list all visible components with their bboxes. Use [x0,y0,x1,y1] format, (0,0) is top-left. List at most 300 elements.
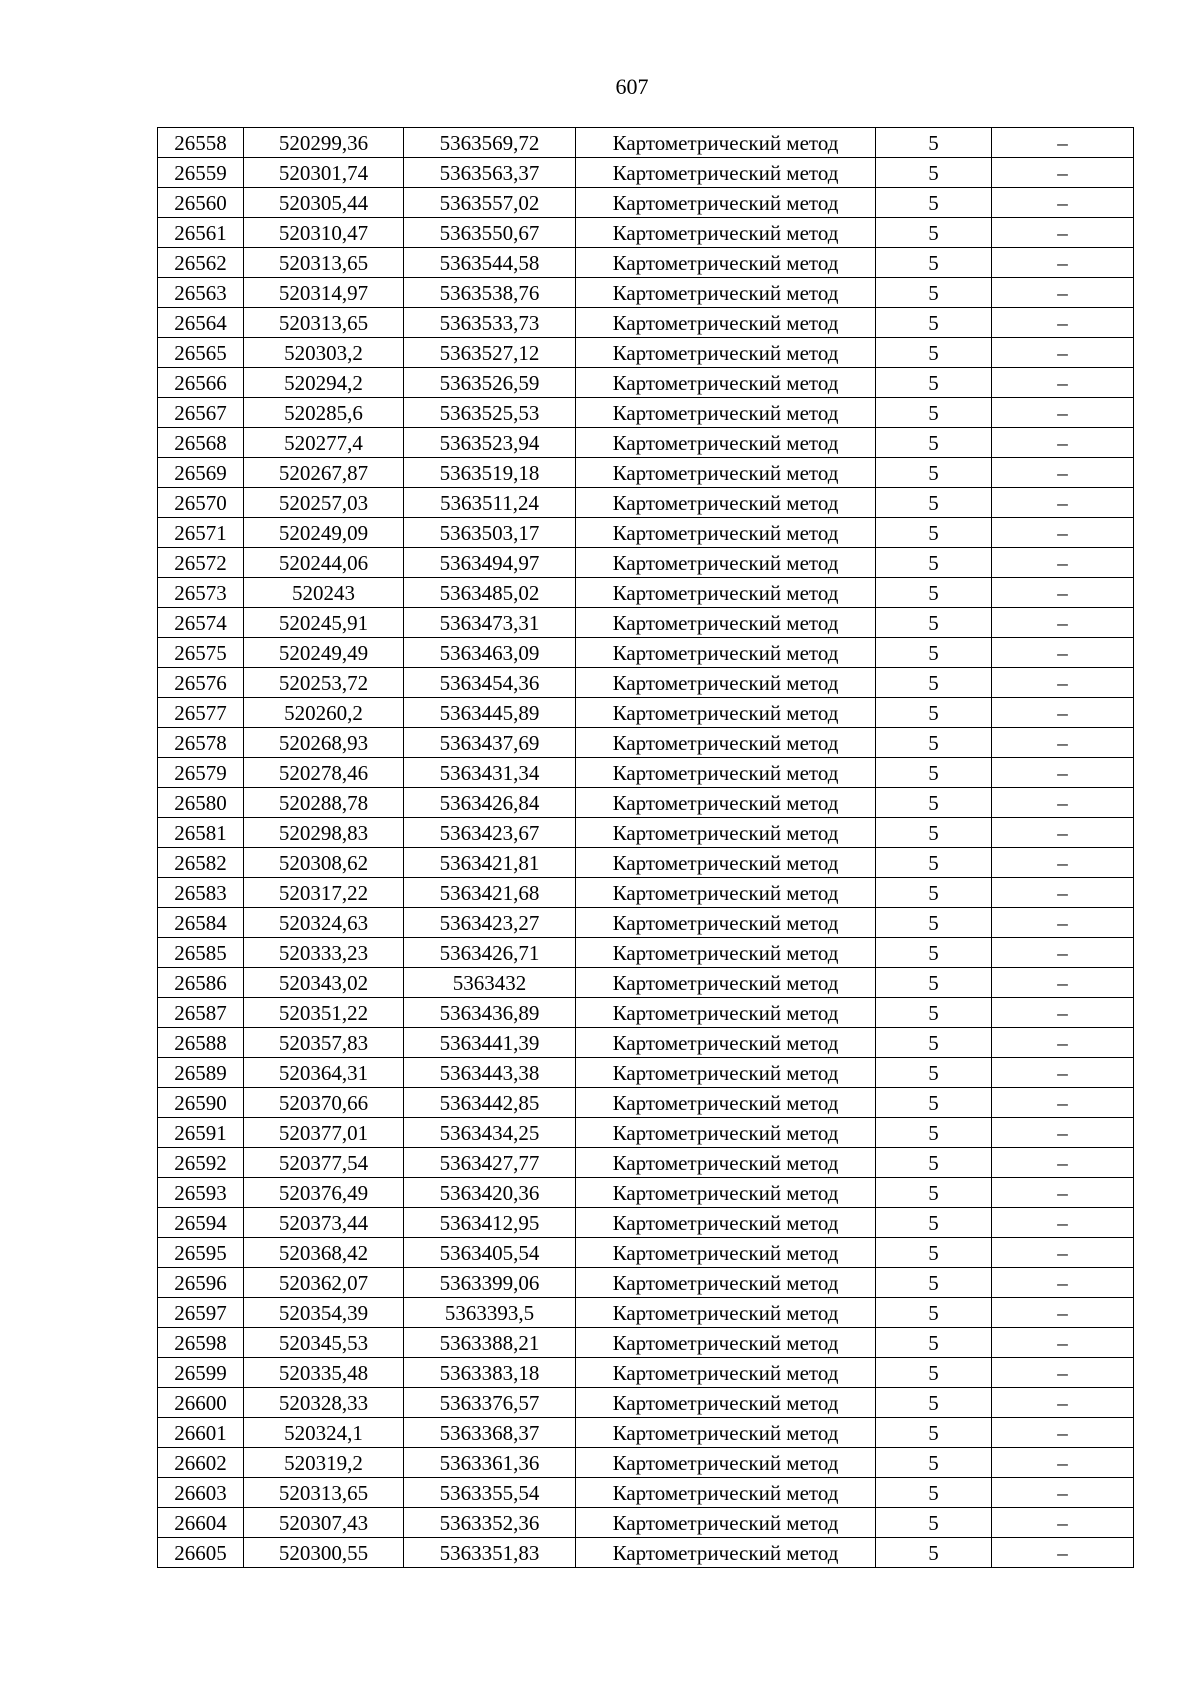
y-coordinate-cell: 5363563,37 [404,158,576,188]
x-coordinate-cell: 520267,87 [244,458,404,488]
y-coordinate-cell: 5363423,27 [404,908,576,938]
point-number-cell: 26597 [158,1298,244,1328]
y-coordinate-cell: 5363525,53 [404,398,576,428]
method-cell: Картометрический метод [576,1208,876,1238]
table-row [158,758,1134,788]
note-cell: – [992,368,1134,398]
x-coordinate-cell: 520260,2 [244,698,404,728]
y-coordinate-cell: 5363352,36 [404,1508,576,1538]
x-coordinate-cell: 520313,65 [244,1478,404,1508]
x-coordinate-cell: 520328,33 [244,1388,404,1418]
point-number-cell: 26605 [158,1538,244,1568]
y-coordinate-cell: 5363445,89 [404,698,576,728]
table-row [158,1478,1134,1508]
y-coordinate-cell: 5363427,77 [404,1148,576,1178]
accuracy-cell: 5 [876,1358,992,1388]
note-cell: – [992,1118,1134,1148]
note-cell: – [992,728,1134,758]
table-row [158,1388,1134,1418]
accuracy-cell: 5 [876,1028,992,1058]
table-row [158,518,1134,548]
point-number-cell: 26587 [158,998,244,1028]
accuracy-cell: 5 [876,998,992,1028]
table-row [158,1148,1134,1178]
x-coordinate-cell: 520343,02 [244,968,404,998]
accuracy-cell: 5 [876,518,992,548]
accuracy-cell: 5 [876,548,992,578]
x-coordinate-cell: 520324,1 [244,1418,404,1448]
note-cell: – [992,1508,1134,1538]
x-coordinate-cell: 520368,42 [244,1238,404,1268]
note-cell: – [992,998,1134,1028]
point-number-cell: 26565 [158,338,244,368]
accuracy-cell: 5 [876,1058,992,1088]
y-coordinate-cell: 5363473,31 [404,608,576,638]
table-row [158,428,1134,458]
note-cell: – [992,1298,1134,1328]
table-row [158,1178,1134,1208]
table-row [158,608,1134,638]
table-row [158,1028,1134,1058]
table-row [158,1268,1134,1298]
method-cell: Картометрический метод [576,1268,876,1298]
note-cell: – [992,788,1134,818]
note-cell: – [992,128,1134,158]
table-row [158,818,1134,848]
note-cell: – [992,1238,1134,1268]
point-number-cell: 26583 [158,878,244,908]
y-coordinate-cell: 5363426,84 [404,788,576,818]
accuracy-cell: 5 [876,188,992,218]
x-coordinate-cell: 520370,66 [244,1088,404,1118]
method-cell: Картометрический метод [576,1118,876,1148]
point-number-cell: 26559 [158,158,244,188]
method-cell: Картометрический метод [576,848,876,878]
coordinates-table [157,127,1134,1568]
x-coordinate-cell: 520249,09 [244,518,404,548]
accuracy-cell: 5 [876,938,992,968]
accuracy-cell: 5 [876,908,992,938]
table-row [158,908,1134,938]
note-cell: – [992,1148,1134,1178]
point-number-cell: 26592 [158,1148,244,1178]
table-row [158,1418,1134,1448]
x-coordinate-cell: 520305,44 [244,188,404,218]
accuracy-cell: 5 [876,428,992,458]
note-cell: – [992,1178,1134,1208]
x-coordinate-cell: 520324,63 [244,908,404,938]
x-coordinate-cell: 520364,31 [244,1058,404,1088]
y-coordinate-cell: 5363351,83 [404,1538,576,1568]
y-coordinate-cell: 5363423,67 [404,818,576,848]
table-row [158,488,1134,518]
y-coordinate-cell: 5363421,68 [404,878,576,908]
method-cell: Картометрический метод [576,1508,876,1538]
accuracy-cell: 5 [876,848,992,878]
x-coordinate-cell: 520373,44 [244,1208,404,1238]
method-cell: Картометрический метод [576,128,876,158]
accuracy-cell: 5 [876,158,992,188]
accuracy-cell: 5 [876,1178,992,1208]
table-row [158,968,1134,998]
point-number-cell: 26596 [158,1268,244,1298]
x-coordinate-cell: 520354,39 [244,1298,404,1328]
table-row [158,1538,1134,1568]
accuracy-cell: 5 [876,1238,992,1268]
point-number-cell: 26574 [158,608,244,638]
x-coordinate-cell: 520253,72 [244,668,404,698]
method-cell: Картометрический метод [576,158,876,188]
table-row [158,218,1134,248]
x-coordinate-cell: 520299,36 [244,128,404,158]
x-coordinate-cell: 520244,06 [244,548,404,578]
y-coordinate-cell: 5363355,54 [404,1478,576,1508]
method-cell: Картометрический метод [576,368,876,398]
note-cell: – [992,278,1134,308]
y-coordinate-cell: 5363405,54 [404,1238,576,1268]
accuracy-cell: 5 [876,1088,992,1118]
point-number-cell: 26584 [158,908,244,938]
note-cell: – [992,308,1134,338]
point-number-cell: 26599 [158,1358,244,1388]
point-number-cell: 26563 [158,278,244,308]
point-number-cell: 26568 [158,428,244,458]
x-coordinate-cell: 520308,62 [244,848,404,878]
table-row [158,128,1134,158]
note-cell: – [992,668,1134,698]
table-row [158,368,1134,398]
y-coordinate-cell: 5363519,18 [404,458,576,488]
accuracy-cell: 5 [876,1268,992,1298]
y-coordinate-cell: 5363454,36 [404,668,576,698]
method-cell: Картометрический метод [576,398,876,428]
accuracy-cell: 5 [876,1448,992,1478]
accuracy-cell: 5 [876,1328,992,1358]
y-coordinate-cell: 5363368,37 [404,1418,576,1448]
table-row [158,1088,1134,1118]
page-number: 607 [615,74,649,99]
method-cell: Картометрический метод [576,998,876,1028]
method-cell: Картометрический метод [576,1058,876,1088]
point-number-cell: 26575 [158,638,244,668]
y-coordinate-cell: 5363569,72 [404,128,576,158]
method-cell: Картометрический метод [576,578,876,608]
method-cell: Картометрический метод [576,338,876,368]
note-cell: – [992,1538,1134,1568]
x-coordinate-cell: 520351,22 [244,998,404,1028]
point-number-cell: 26602 [158,1448,244,1478]
note-cell: – [992,338,1134,368]
note-cell: – [992,548,1134,578]
accuracy-cell: 5 [876,578,992,608]
accuracy-cell: 5 [876,458,992,488]
note-cell: – [992,188,1134,218]
table-row [158,248,1134,278]
x-coordinate-cell: 520288,78 [244,788,404,818]
x-coordinate-cell: 520294,2 [244,368,404,398]
point-number-cell: 26591 [158,1118,244,1148]
method-cell: Картометрический метод [576,758,876,788]
y-coordinate-cell: 5363538,76 [404,278,576,308]
table-row [158,188,1134,218]
accuracy-cell: 5 [876,308,992,338]
accuracy-cell: 5 [876,368,992,398]
x-coordinate-cell: 520303,2 [244,338,404,368]
point-number-cell: 26560 [158,188,244,218]
note-cell: – [992,1058,1134,1088]
method-cell: Картометрический метод [576,188,876,218]
method-cell: Картометрический метод [576,248,876,278]
y-coordinate-cell: 5363485,02 [404,578,576,608]
table-row [158,728,1134,758]
accuracy-cell: 5 [876,1478,992,1508]
point-number-cell: 26580 [158,788,244,818]
table-row [158,1208,1134,1238]
x-coordinate-cell: 520277,4 [244,428,404,458]
note-cell: – [992,818,1134,848]
method-cell: Картометрический метод [576,488,876,518]
point-number-cell: 26564 [158,308,244,338]
point-number-cell: 26581 [158,818,244,848]
table-row [158,1238,1134,1268]
table-row [158,878,1134,908]
accuracy-cell: 5 [876,818,992,848]
point-number-cell: 26603 [158,1478,244,1508]
table-row [158,938,1134,968]
accuracy-cell: 5 [876,1508,992,1538]
method-cell: Картометрический метод [576,548,876,578]
note-cell: – [992,218,1134,248]
note-cell: – [992,758,1134,788]
y-coordinate-cell: 5363393,5 [404,1298,576,1328]
y-coordinate-cell: 5363361,36 [404,1448,576,1478]
point-number-cell: 26590 [158,1088,244,1118]
table-row [158,158,1134,188]
y-coordinate-cell: 5363376,57 [404,1388,576,1418]
accuracy-cell: 5 [876,248,992,278]
y-coordinate-cell: 5363431,34 [404,758,576,788]
x-coordinate-cell: 520313,65 [244,308,404,338]
method-cell: Картометрический метод [576,1448,876,1478]
accuracy-cell: 5 [876,1148,992,1178]
x-coordinate-cell: 520313,65 [244,248,404,278]
method-cell: Картометрический метод [576,818,876,848]
table-row [158,1058,1134,1088]
x-coordinate-cell: 520257,03 [244,488,404,518]
x-coordinate-cell: 520376,49 [244,1178,404,1208]
method-cell: Картометрический метод [576,278,876,308]
y-coordinate-cell: 5363557,02 [404,188,576,218]
accuracy-cell: 5 [876,218,992,248]
method-cell: Картометрический метод [576,218,876,248]
method-cell: Картометрический метод [576,428,876,458]
x-coordinate-cell: 520285,6 [244,398,404,428]
x-coordinate-cell: 520243 [244,578,404,608]
y-coordinate-cell: 5363441,39 [404,1028,576,1058]
point-number-cell: 26567 [158,398,244,428]
table-row [158,848,1134,878]
note-cell: – [992,1478,1134,1508]
x-coordinate-cell: 520317,22 [244,878,404,908]
table-row [158,698,1134,728]
table-row [158,398,1134,428]
x-coordinate-cell: 520310,47 [244,218,404,248]
table-row [158,638,1134,668]
point-number-cell: 26571 [158,518,244,548]
accuracy-cell: 5 [876,1538,992,1568]
y-coordinate-cell: 5363420,36 [404,1178,576,1208]
table-row [158,578,1134,608]
point-number-cell: 26579 [158,758,244,788]
point-number-cell: 26562 [158,248,244,278]
x-coordinate-cell: 520307,43 [244,1508,404,1538]
y-coordinate-cell: 5363442,85 [404,1088,576,1118]
table-row [158,338,1134,368]
y-coordinate-cell: 5363388,21 [404,1328,576,1358]
method-cell: Картометрический метод [576,938,876,968]
point-number-cell: 26570 [158,488,244,518]
table-row [158,1508,1134,1538]
point-number-cell: 26576 [158,668,244,698]
point-number-cell: 26582 [158,848,244,878]
x-coordinate-cell: 520357,83 [244,1028,404,1058]
note-cell: – [992,428,1134,458]
table-row [158,1298,1134,1328]
method-cell: Картометрический метод [576,1418,876,1448]
x-coordinate-cell: 520268,93 [244,728,404,758]
point-number-cell: 26595 [158,1238,244,1268]
point-number-cell: 26601 [158,1418,244,1448]
x-coordinate-cell: 520345,53 [244,1328,404,1358]
y-coordinate-cell: 5363511,24 [404,488,576,518]
note-cell: – [992,398,1134,428]
accuracy-cell: 5 [876,668,992,698]
point-number-cell: 26585 [158,938,244,968]
note-cell: – [992,1028,1134,1058]
x-coordinate-cell: 520333,23 [244,938,404,968]
point-number-cell: 26593 [158,1178,244,1208]
note-cell: – [992,1358,1134,1388]
point-number-cell: 26577 [158,698,244,728]
accuracy-cell: 5 [876,698,992,728]
x-coordinate-cell: 520377,54 [244,1148,404,1178]
method-cell: Картометрический метод [576,1388,876,1418]
method-cell: Картометрический метод [576,1538,876,1568]
accuracy-cell: 5 [876,1208,992,1238]
point-number-cell: 26558 [158,128,244,158]
table-row [158,998,1134,1028]
method-cell: Картометрический метод [576,1328,876,1358]
y-coordinate-cell: 5363443,38 [404,1058,576,1088]
accuracy-cell: 5 [876,878,992,908]
y-coordinate-cell: 5363437,69 [404,728,576,758]
note-cell: – [992,698,1134,728]
note-cell: – [992,578,1134,608]
accuracy-cell: 5 [876,968,992,998]
note-cell: – [992,1388,1134,1418]
method-cell: Картометрический метод [576,458,876,488]
accuracy-cell: 5 [876,128,992,158]
x-coordinate-cell: 520362,07 [244,1268,404,1298]
method-cell: Картометрический метод [576,698,876,728]
x-coordinate-cell: 520319,2 [244,1448,404,1478]
method-cell: Картометрический метод [576,878,876,908]
x-coordinate-cell: 520278,46 [244,758,404,788]
table-row [158,308,1134,338]
y-coordinate-cell: 5363550,67 [404,218,576,248]
y-coordinate-cell: 5363463,09 [404,638,576,668]
y-coordinate-cell: 5363383,18 [404,1358,576,1388]
y-coordinate-cell: 5363494,97 [404,548,576,578]
accuracy-cell: 5 [876,788,992,818]
x-coordinate-cell: 520249,49 [244,638,404,668]
y-coordinate-cell: 5363432 [404,968,576,998]
point-number-cell: 26598 [158,1328,244,1358]
note-cell: – [992,458,1134,488]
y-coordinate-cell: 5363399,06 [404,1268,576,1298]
point-number-cell: 26566 [158,368,244,398]
accuracy-cell: 5 [876,278,992,308]
point-number-cell: 26588 [158,1028,244,1058]
accuracy-cell: 5 [876,398,992,428]
note-cell: – [992,848,1134,878]
method-cell: Картометрический метод [576,608,876,638]
method-cell: Картометрический метод [576,638,876,668]
note-cell: – [992,908,1134,938]
note-cell: – [992,1448,1134,1478]
point-number-cell: 26604 [158,1508,244,1538]
accuracy-cell: 5 [876,1388,992,1418]
note-cell: – [992,248,1134,278]
y-coordinate-cell: 5363412,95 [404,1208,576,1238]
method-cell: Картометрический метод [576,788,876,818]
table-row [158,1448,1134,1478]
x-coordinate-cell: 520335,48 [244,1358,404,1388]
table-row [158,548,1134,578]
point-number-cell: 26561 [158,218,244,248]
note-cell: – [992,878,1134,908]
method-cell: Картометрический метод [576,1028,876,1058]
note-cell: – [992,518,1134,548]
y-coordinate-cell: 5363523,94 [404,428,576,458]
accuracy-cell: 5 [876,608,992,638]
note-cell: – [992,158,1134,188]
table-row [158,458,1134,488]
y-coordinate-cell: 5363436,89 [404,998,576,1028]
point-number-cell: 26586 [158,968,244,998]
method-cell: Картометрический метод [576,668,876,698]
method-cell: Картометрический метод [576,518,876,548]
table-row [158,278,1134,308]
point-number-cell: 26572 [158,548,244,578]
note-cell: – [992,1418,1134,1448]
x-coordinate-cell: 520300,55 [244,1538,404,1568]
method-cell: Картометрический метод [576,908,876,938]
note-cell: – [992,1088,1134,1118]
note-cell: – [992,638,1134,668]
x-coordinate-cell: 520298,83 [244,818,404,848]
table-row [158,668,1134,698]
accuracy-cell: 5 [876,1298,992,1328]
y-coordinate-cell: 5363526,59 [404,368,576,398]
note-cell: – [992,488,1134,518]
accuracy-cell: 5 [876,638,992,668]
accuracy-cell: 5 [876,1118,992,1148]
method-cell: Картометрический метод [576,728,876,758]
table-row [158,788,1134,818]
y-coordinate-cell: 5363426,71 [404,938,576,968]
accuracy-cell: 5 [876,338,992,368]
